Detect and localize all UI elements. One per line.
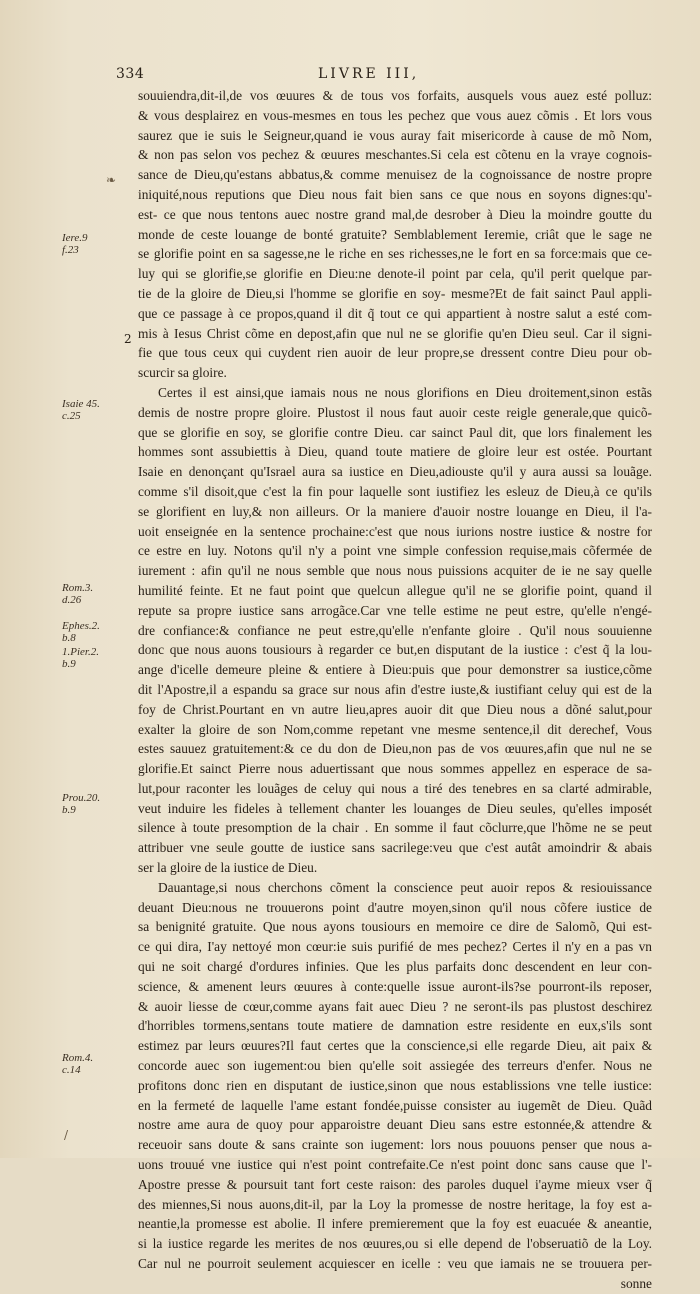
catchword: sonne [620,1275,652,1291]
text-line: estes sauuez gratuitement:& ce du don de Dieu,non pas de vos œuures,afin que nul ne se [138,741,652,757]
text-line: fie que tous ceux qui cuydent rien auoir de leur propre,se dressent contre Dieu pour ob- [138,345,652,361]
text-line: se glorifient en luy,& non ailleurs. Or la maniere d'auoir nostre louange en Dieu, il l'a- [138,503,652,519]
text-line: Isaie en denonçant qu'Israel aura sa iustice en Dieu,adiouste qu'il y aura aussi sa louãge. [138,464,652,480]
margin-reference [62,620,122,644]
text-line: iurement : afin qu'il ne nous semble que nous nous puissions acquiter de ie ne say quelle [138,563,652,579]
text-line: dre confiance:& confiance ne peut estre,qu'elle n'enfante gloire . Qu'il nous souuienne [138,622,652,638]
text-line: uoit enseignée en la sentence prochaine:c'est que nous iurions nostre iustice & nostre for [138,523,652,539]
text-line: humilité feinte. Et ne faut point que quelcun allegue qu'il ne se glorifie point, quand il [138,582,652,598]
margin-reference-book: Rom.3. [62,582,94,594]
text-line: science, & amenent leurs œuures à conte:quelle issue auront-ils?se pourront-ils reposer, [138,978,652,994]
running-title: LIVRE III, [318,66,420,82]
running-head [0,66,700,86]
text-line: receuoir sans doute & sans crainte son iugement: lors nous pouuons penser que nous a- [138,1137,652,1153]
margin-reference-chapter: d.26 [62,594,82,606]
text-line: monde de ceste louange de bonté gratuite? Semblablement Ieremie, criât que le sage ne [138,226,652,242]
text-line: iniquité,nous reputions que Dieu nous fait bien sans ce que nous en soyons dignes:qu'- [138,186,652,202]
text-line: profitons donc rien en disputant de iustice,sinon que nous establissions vne telle iustice: [138,1077,652,1093]
text-line: ce qui dira, I'ay nettoyé mon cœur:ie suis purifié de mes pechez? Certes il n'y en a pas vn [138,939,652,955]
text-line: qui ne soit chargé d'ordures infinies. Que les plus parfaits donc descendent en leur con- [138,959,652,975]
text-line: estimez par leurs œuures?Il faut certes que la conscience,si elle regarde Dieu, ait paix & [138,1038,652,1054]
text-line: Dauantage,si nous cherchons cõment la conscience peut auoir repos & resiouissance [158,879,652,895]
text-line: nostre ame aura de quoy pour apparoistre deuant Dieu sans estre estonnée,& attendre & [138,1117,652,1133]
section-number: 2 [124,332,132,346]
text-line: ce estre en luy. Notons qu'il n'y a point vne simple confession requise,mais cõfermée de [138,543,652,559]
text-line: deuant Dieu:nous ne trouuerons point d'autre moyen,sinon qu'il nous cõfere iustice de [138,899,652,915]
margin-reference [62,1052,122,1076]
text-line: glorifie.Et sainct Pierre nous aduertissant que nous sommes appellez en esperace de sa- [138,761,652,777]
text-line: Apostre presse & poursuit tant fort ceste raison: des paroles duquel i'ayme mieux vser q̃ [138,1176,652,1192]
text-line: d'horribles tormens,sentans toute matiere de damnation estre residente en eux,s'ils sont [138,1018,652,1034]
margin-reference-book: Isaie 45. [62,398,100,410]
text-line: uons trouué vne iustice qui n'est point contrefaite.Ce n'est point donc sans cause que l'- [138,1157,652,1173]
text-line: & auoir liesse de cœur,comme ayans fait auec Dieu ? ne seront-ils pas plustost deschirez [138,998,652,1014]
text-line: que ce passage à ce propos,quand il dit q̃ tout ce qui appartient à nostre salut a esté com- [138,305,652,321]
text-line: neantie,la promesse est abolie. Il infere premierement que la foy est euacuée & aneantie, [138,1216,652,1232]
margin-reference [62,398,122,422]
text-line: sa benignité gratuite. Que nous ayons tousiours en memoire ce dire de Salomõ, Qui est- [138,919,652,935]
margin-reference-book: Prou.20. [62,792,101,804]
text-line: exalter la gloire de son Nom,comme repetant vne mesme sentence,il dit derechef, Vous [138,721,652,737]
margin-reference [62,792,122,816]
text-line: lut,pour raconter les louãges de celuy qui nous a tiré des tenebres en sa clarté admirable, [138,780,652,796]
text-line: concorde auec son iugement:ou bien qu'elle soit assiegée des terreurs d'enfer. Nous ne [138,1058,652,1074]
text-line: demis de nostre propre gloire. Plustost il nous faut auoir ceste reigle generale,que quicõ- [138,404,652,420]
text-line: ser la gloire de la iustice de Dieu. [138,860,318,876]
text-line: hommes sont assubiettis à Dieu, quand toute matiere de gloire leur est ostée. Pourtant [138,444,652,460]
margin-reference-chapter: b.8 [62,632,76,644]
text-line: attribuer vne seule goutte de iustice sans sacrilege:veu que c'est autât amoindrir & abais [138,840,652,856]
margin-reference-chapter: c.25 [62,410,81,422]
margin-mark-icon: / [64,1128,69,1142]
text-line: repute sa propre iustice sans arrogãce.Car vne telle estime ne peut estre, qu'elle n'engé- [138,602,652,618]
margin-reference-book: Rom.4. [62,1052,94,1064]
margin-reference-book: 1.Pier.2. [62,646,99,658]
page-number: 334 [116,66,145,82]
margin-reference-book: Ephes.2. [62,620,100,632]
text-line: saurez que ie suis le Seigneur,quand ie vous auray fait misericorde à cause de mõ Nom, [138,127,652,143]
text-line: Certes il est ainsi,que iamais nous ne nous glorifions en Dieu droitement,sinon estãs [158,384,652,400]
margin-reference-chapter: b.9 [62,804,76,816]
margin-reference-book: Iere.9 [62,232,88,244]
text-line: en la fermeté de laquelle l'ame estant fondée,puisse consister au iugemẽt de Dieu. Quãd [138,1097,652,1113]
text-line: silence à toute presomption de la chair . En somme il faut cõclurre,que l'hõme ne se peut [138,820,652,836]
margin-reference-chapter: c.14 [62,1064,81,1076]
text-line: sance de Dieu,qu'estans abbatus,& comme menuisez de la cognoissance de nostre propre [138,167,652,183]
text-line: souuiendra,dit-il,de vos œuures & de tous vos forfaits, ausquels vous auez esté polluz: [138,88,652,103]
text-line: Car nul ne pourroit seulement acquiescer en icelle : veu que iamais ne se trouuera per- [138,1256,652,1272]
margin-reference [62,646,122,670]
text-line: foy de Christ.Pourtant en vn autre lieu,apres auoir dit que Dieu nous a dõné salut,pour [138,701,652,717]
text-line: veut induire les fideles à tellement chanter les louanges de Dieu seules, qu'elles imposét [138,800,652,816]
text-line: dit l'Apostre,il a espandu sa grace sur nous afin d'estre iuste,& iustifiant celuy qui est de la [138,681,652,697]
text-line: est- ce que nous tentons auec nostre grand mal,de desrober à Dieu la moindre goutte du [138,206,652,222]
ornament-icon: ❧ [106,173,117,187]
margin-reference-chapter: b.9 [62,658,76,670]
margin-reference [62,582,122,606]
text-line: que se glorifie en soy, se glorifie contre Dieu. car sainct Paul dit, que lors finalement les [138,424,652,440]
text-line: & non pas selon vos pechez & œuures meschantes.Si cela est cõtenu en la vraye cognois- [138,147,652,163]
text-line: comme s'il disoit,que c'est la fin pour laquelle sont iustifiez les esleuz de Dieu,à ce qu'ils [138,483,652,499]
text-line: & vous desplairez en vous-mesmes en tous les pechez que vous auez cõmis . Et lors vous [138,107,652,123]
text-line: se glorifie point en sa sagesse,ne le riche en ses richesses,ne le fort en sa force:mais que ce- [138,246,652,262]
text-line: scurcir sa gloire. [138,365,227,381]
text-line: luy qui se glorifie,se glorifie en Dieu:ne denote-il point par cela, qu'il perit quelque par- [138,266,652,282]
text-line: des miennes,Si nous auons,dit-il, par la Loy la promesse de nostre heritage, la foy est a- [138,1196,652,1212]
margin-reference [62,232,122,256]
text-line: tie de la gloire de Dieu,si l'homme se glorifie en soy- mesme?Et de fait sainct Paul appli- [138,285,652,301]
text-line: si la iustice regarde les merites de nos œuures,ou si elle depend de l'obseruatiõ de la Loy. [138,1236,652,1252]
text-line: ange d'icelle demeure pleine & entiere à Dieu:puis que pour demonstrer sa iustice,cõme [138,662,652,678]
body-text [138,86,652,1294]
text-line: mis à Iesus Christ cõme en depost,afin que nul ne se glorifie qu'en Dieu seul. Car il signi- [138,325,652,341]
margin-reference-chapter: f.23 [62,244,79,256]
text-line: donc que nous auons tousiours à regarder ce but,en disputant de la iustice : c'est q̃ la lou- [138,642,652,658]
